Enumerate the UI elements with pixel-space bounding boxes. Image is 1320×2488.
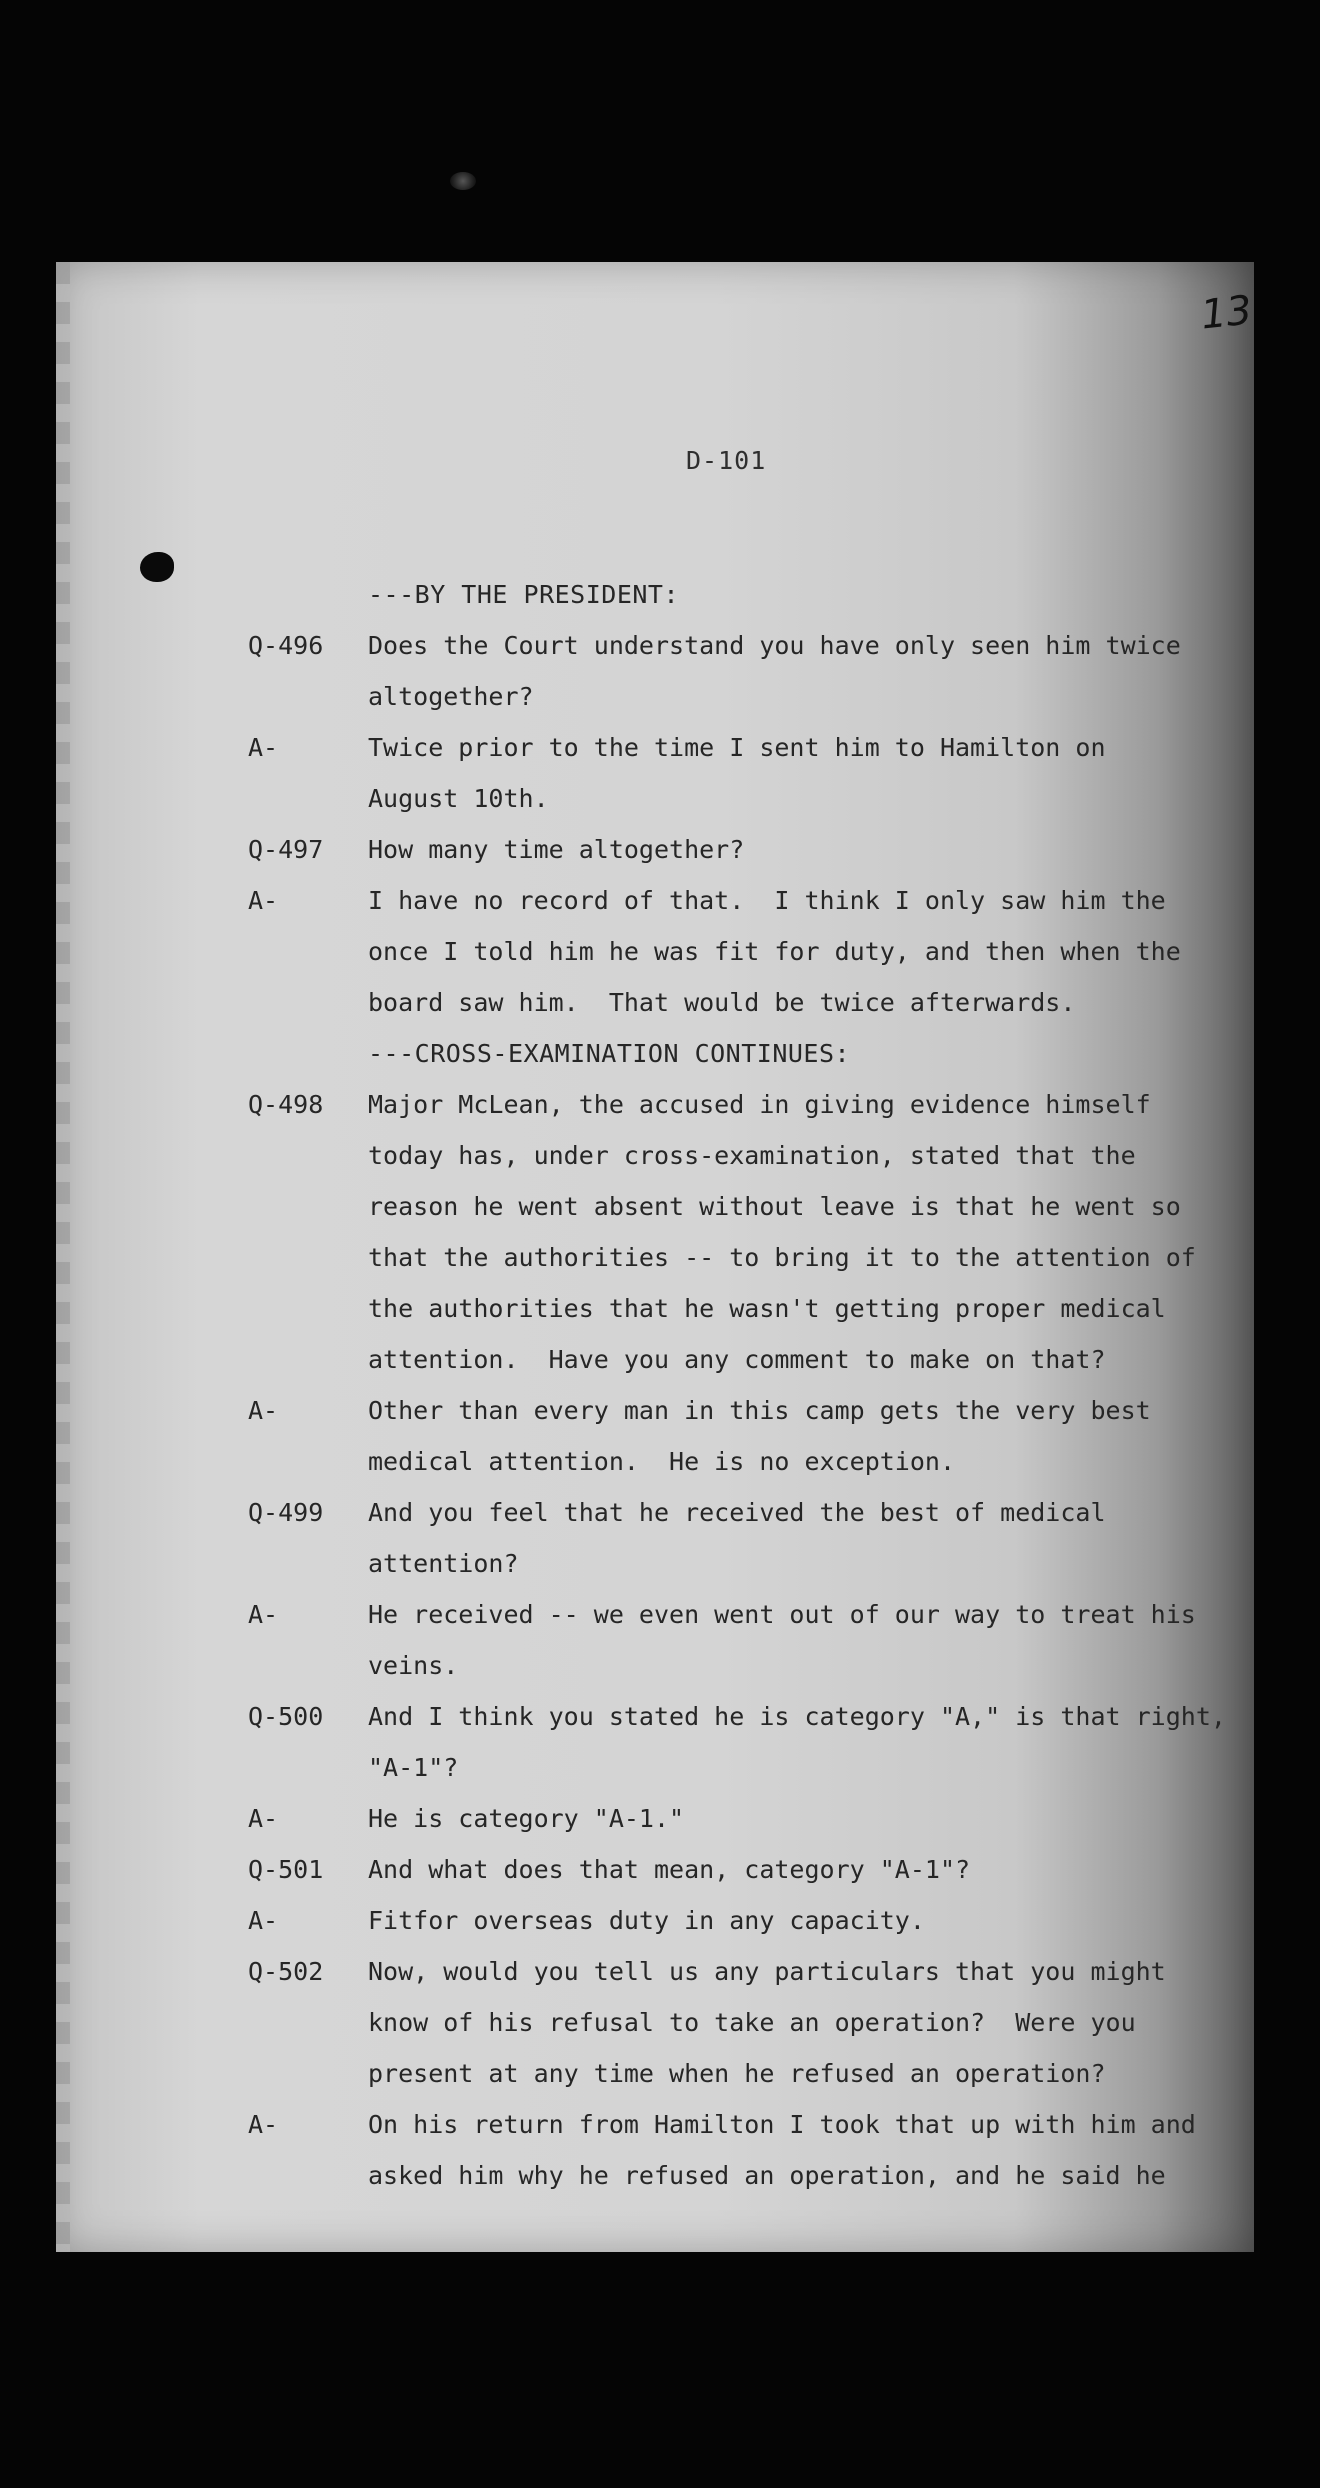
transcript-line (56, 1396, 1254, 1447)
handwritten-folio-number: 13 (1198, 287, 1255, 339)
line-text: reason he went absent without leave is that he went so (368, 1192, 1181, 1221)
question-answer-label: A- (248, 733, 279, 762)
question-answer-label: A- (248, 1396, 279, 1425)
question-answer-label: A- (248, 886, 279, 915)
line-text: And what does that mean, category "A-1"? (368, 1855, 971, 1884)
transcript-line (56, 1294, 1254, 1345)
line-text: medical attention. He is no exception. (368, 1447, 955, 1476)
transcript-line (56, 1243, 1254, 1294)
transcript-line (56, 631, 1254, 682)
transcript-line (56, 1906, 1254, 1957)
transcript-line (56, 1702, 1254, 1753)
transcript-line (56, 733, 1254, 784)
line-text: Fitfor overseas duty in any capacity. (368, 1906, 925, 1935)
line-text: board saw him. That would be twice afterwards. (368, 988, 1076, 1017)
transcript-line (56, 2008, 1254, 2059)
section-heading (56, 580, 1254, 631)
question-answer-label: A- (248, 1600, 279, 1629)
line-text: "A-1"? (368, 1753, 459, 1782)
transcript-line (56, 1447, 1254, 1498)
transcript-line (56, 682, 1254, 733)
document-page (56, 262, 1254, 2252)
transcript-line (56, 1498, 1254, 1549)
line-text: today has, under cross-examination, stated that the (368, 1141, 1136, 1170)
section-heading (56, 1039, 1254, 1090)
transcript-line (56, 2161, 1254, 2212)
line-text: Twice prior to the time I sent him to Hamilton on (368, 733, 1106, 762)
question-answer-label: Q-502 (248, 1957, 324, 1986)
transcript-line (56, 1600, 1254, 1651)
line-text: Other than every man in this camp gets the very best (368, 1396, 1151, 1425)
line-text: the authorities that he wasn't getting proper medical (368, 1294, 1166, 1323)
line-text: ---BY THE PRESIDENT: (368, 580, 680, 609)
question-answer-label: Q-501 (248, 1855, 324, 1884)
transcript-line (56, 1957, 1254, 2008)
line-text: attention. Have you any comment to make on that? (368, 1345, 1106, 1374)
question-answer-label: A- (248, 1906, 279, 1935)
question-answer-label: Q-498 (248, 1090, 324, 1119)
transcript-line (56, 2110, 1254, 2161)
question-answer-label: A- (248, 2110, 279, 2139)
question-answer-label: Q-499 (248, 1498, 324, 1527)
page-number: D-101 (686, 446, 767, 475)
line-text: asked him why he refused an operation, and he said he (368, 2161, 1166, 2190)
line-text: altogether? (368, 682, 534, 711)
question-answer-label: Q-497 (248, 835, 324, 864)
line-text: present at any time when he refused an operation? (368, 2059, 1106, 2088)
transcript-line (56, 1651, 1254, 1702)
line-text: On his return from Hamilton I took that up with him and (368, 2110, 1196, 2139)
transcript-line (56, 1549, 1254, 1600)
transcript-body (56, 580, 1254, 2212)
line-text: How many time altogether? (368, 835, 745, 864)
transcript-line (56, 835, 1254, 886)
line-text: know of his refusal to take an operation? Were you (368, 2008, 1136, 2037)
transcript-line (56, 988, 1254, 1039)
question-answer-label: Q-496 (248, 631, 324, 660)
line-text: Does the Court understand you have only seen him twice (368, 631, 1181, 660)
transcript-line (56, 1855, 1254, 1906)
transcript-line (56, 1141, 1254, 1192)
transcript-line (56, 1804, 1254, 1855)
transcript-line (56, 2059, 1254, 2110)
transcript-line (56, 1345, 1254, 1396)
transcript-line (56, 1192, 1254, 1243)
question-answer-label: A- (248, 1804, 279, 1833)
line-text: ---CROSS-EXAMINATION CONTINUES: (368, 1039, 851, 1068)
transcript-line (56, 784, 1254, 835)
ink-blot (140, 552, 174, 582)
transcript-line (56, 1090, 1254, 1141)
line-text: Major McLean, the accused in giving evidence himself (368, 1090, 1151, 1119)
line-text: I have no record of that. I think I only saw him the (368, 886, 1166, 915)
line-text: Now, would you tell us any particulars that you might (368, 1957, 1166, 1986)
line-text: veins. (368, 1651, 459, 1680)
line-text: once I told him he was fit for duty, and then when the (368, 937, 1181, 966)
line-text: And you feel that he received the best of medical (368, 1498, 1106, 1527)
film-speck (450, 172, 476, 190)
line-text: attention? (368, 1549, 519, 1578)
line-text: And I think you stated he is category "A," is that right, (368, 1702, 1226, 1731)
question-answer-label: Q-500 (248, 1702, 324, 1731)
line-text: He is category "A-1." (368, 1804, 685, 1833)
transcript-line (56, 937, 1254, 988)
line-text: He received -- we even went out of our way to treat his (368, 1600, 1196, 1629)
transcript-line (56, 886, 1254, 937)
line-text: that the authorities -- to bring it to the attention of (368, 1243, 1196, 1272)
transcript-line (56, 1753, 1254, 1804)
line-text: August 10th. (368, 784, 549, 813)
